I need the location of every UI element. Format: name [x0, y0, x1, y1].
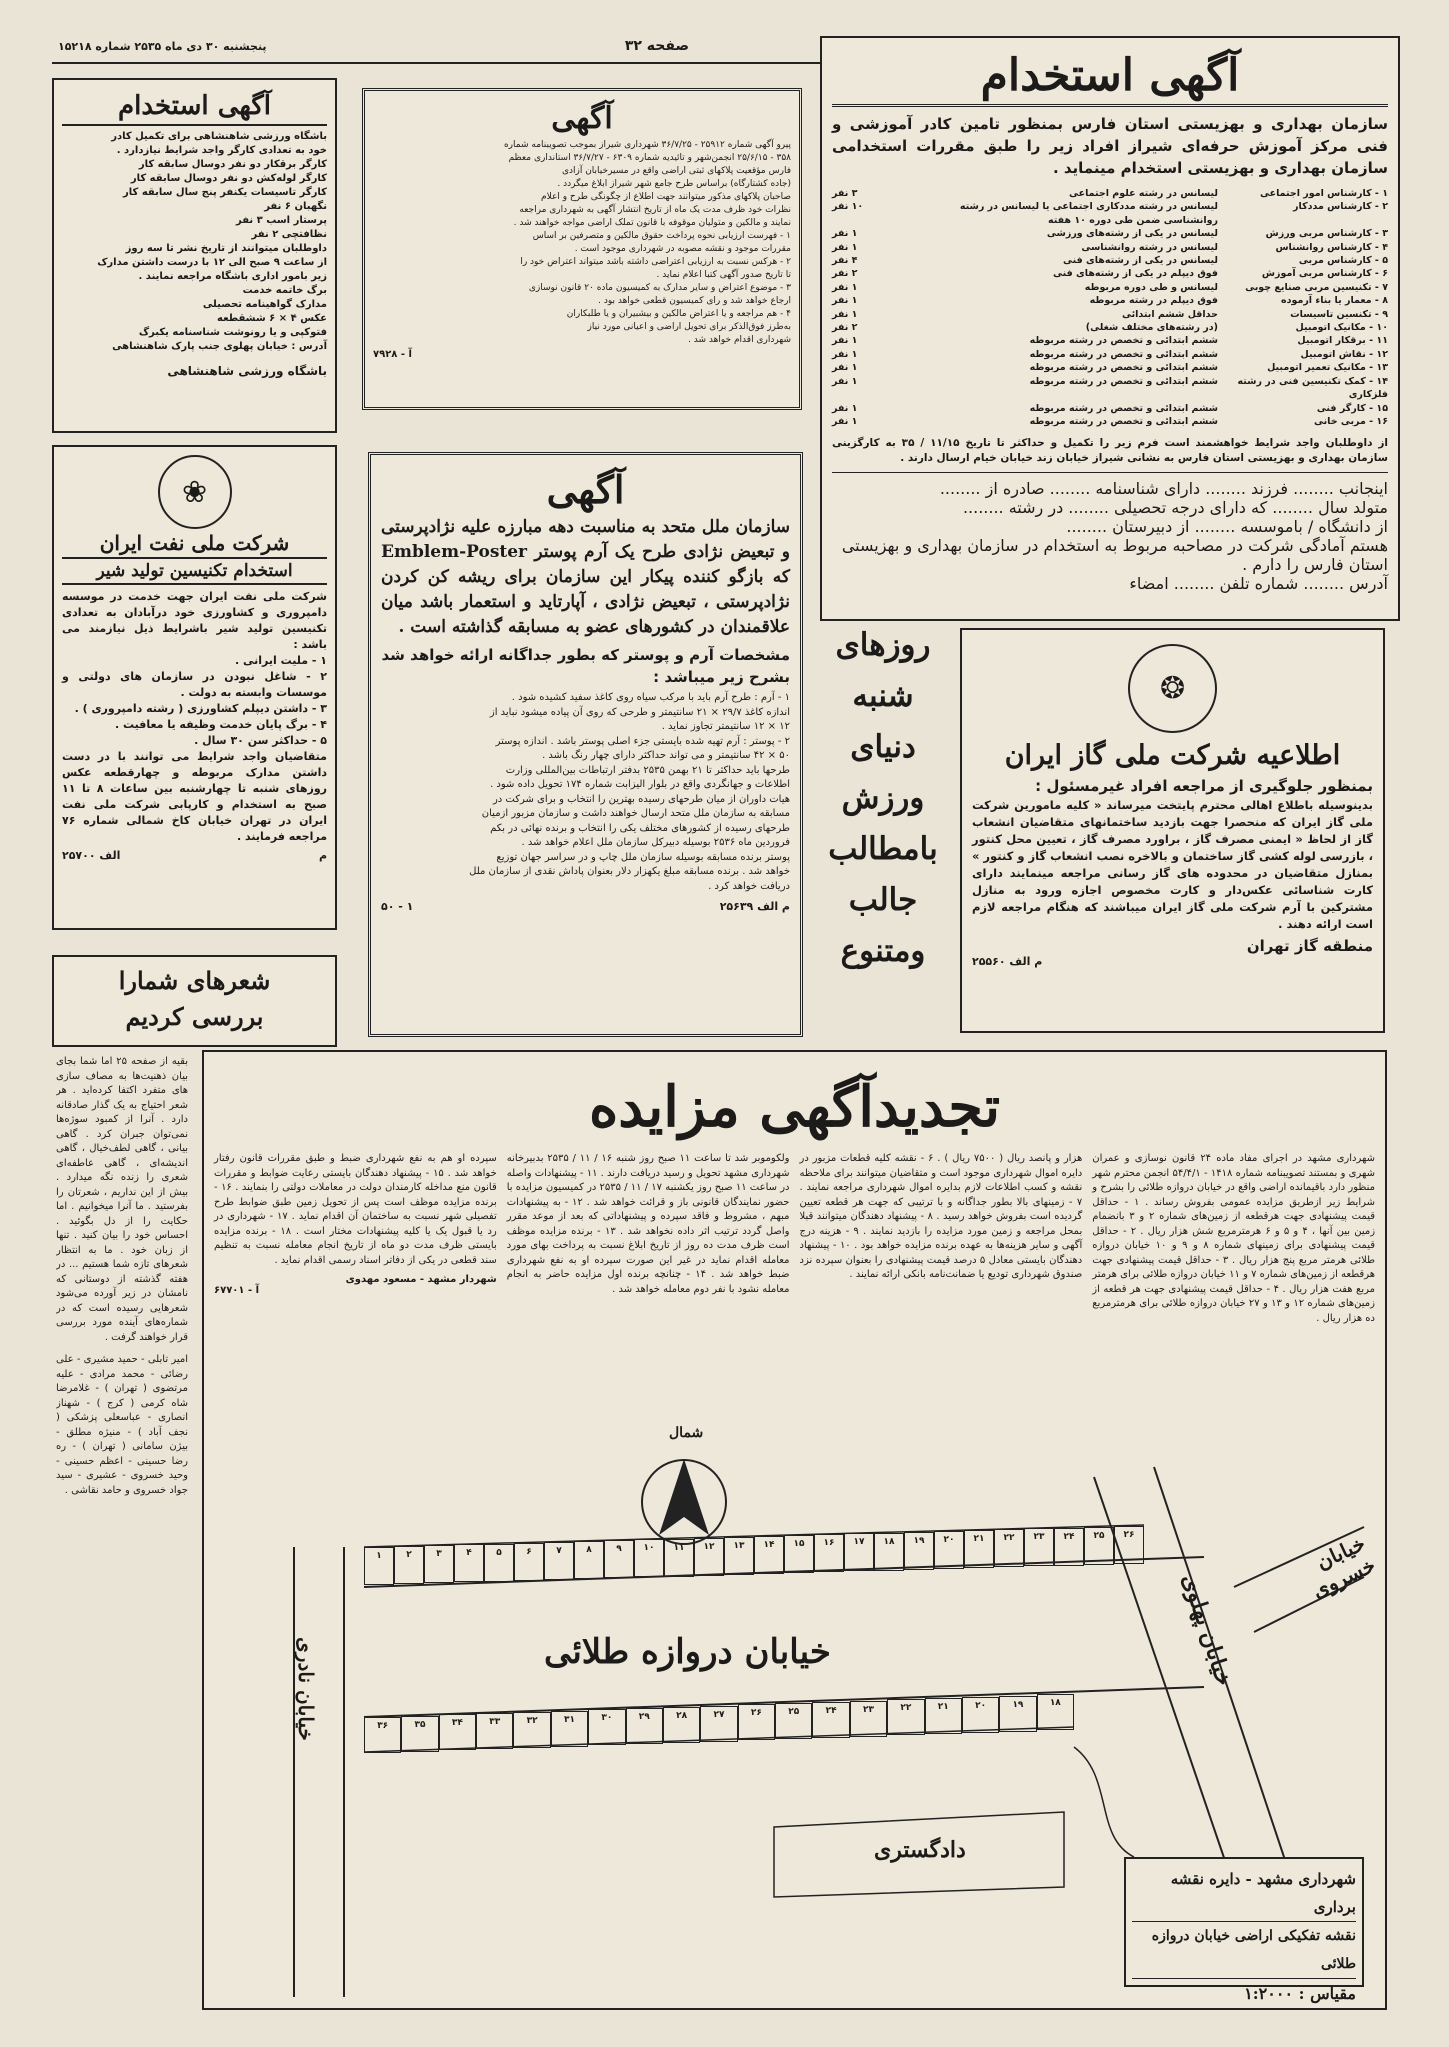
map-top-plot: ۱۶: [814, 1534, 844, 1572]
oil-company-logo-icon: ❀: [158, 455, 232, 529]
shiraz-notice-line: به‌طرز فوق‌الذکر برای تحویل اراضی و اعیانی مورد نیاز: [587, 322, 791, 332]
map-top-plot: ۱۱: [664, 1539, 694, 1577]
fars-job-title: ۱۴ - کمک تکنیسین فنی در رشته فلزکاری: [1237, 375, 1388, 401]
map-bottom-plot: ۳۵: [401, 1716, 438, 1752]
fars-job-count: ۱ نفر: [832, 308, 858, 320]
fars-form-line: از دانشگاه / باموسسه ........ از دبیرستان ........: [1066, 517, 1388, 537]
sport-ad-line: برگ خاتمه خدمت: [242, 285, 327, 296]
fars-job-row: [832, 267, 1388, 280]
shiraz-notice-line: ۲ - هرکس نسبت به ارزیابی اعتراضی داشته باشد میتواند اعتراض خود را: [520, 257, 791, 267]
gas-notice-ref: م الف ۲۵۵۶۰: [972, 955, 1043, 968]
map-legend: [1124, 1857, 1364, 2003]
map-dadgostari: دادگستری: [874, 1837, 966, 1863]
map-top-plot: ۲۳: [1024, 1528, 1054, 1566]
sport-ad-line: از ساعت ۹ صبح الی ۱۲ با درست داشتن مدارک: [97, 257, 327, 268]
shiraz-notice: [362, 88, 802, 410]
fars-job-requirement: ششم ابتدائی و تخصص در رشته مربوطه: [1029, 362, 1218, 374]
map-top-plot: ۱۳: [724, 1537, 754, 1575]
map-top-plot: ۱۰: [634, 1539, 664, 1577]
map-top-plot: ۱۵: [784, 1535, 814, 1573]
fars-job-title: ۴ - کارشناس روانشناس: [1275, 241, 1388, 253]
emblem-ad-title: آگهی: [546, 467, 625, 512]
sport-promo-line: جالب: [848, 882, 918, 918]
shiraz-notice-line: ارجاع خواهد شد و رای کمیسیون قطعی خواهد بود .: [598, 296, 791, 306]
shiraz-notice-line: ۳ - موضوع اعتراض و سایر مدارک به کمیسیون ماده ۲۰ قانون نوسازی: [528, 283, 791, 293]
sport-ad-line: خود به تعدادی کارگر واجد شرایط نیازدارد .: [116, 145, 327, 156]
fars-job-requirement: ششم ابتدائی و تخصص در رشته مربوطه: [1029, 348, 1218, 360]
shiraz-notice-line: ۳۵۸ - ۲۵/۶/۱۵ انجمن‌شهر و تائیدیه شماره ۶۳۰۹ - ۳۶/۷/۲۷ استانداری معظم: [508, 153, 791, 163]
oil-company-name: شرکت ملی نفت ایران: [99, 531, 290, 555]
fars-job-title: ۱۰ - مکانیک اتومبیل: [1295, 322, 1388, 334]
un-emblem-poster-ad: [368, 452, 803, 1037]
poems-column: [56, 1055, 188, 2010]
shiraz-notice-line: شهرداری اقدام خواهد شد .: [688, 335, 791, 345]
auction-map: [214, 1417, 1379, 2003]
fars-job-title: ۲ - کارشناس مددکار: [1293, 201, 1388, 213]
emblem-ad-ref-right: م الف ۲۵۶۳۹: [719, 900, 790, 913]
fars-job-requirement: ششم ابتدائی و تخصص در رشته مربوطه: [1029, 375, 1218, 387]
fars-job-title: ۱۱ - برقکار اتومبیل: [1297, 335, 1388, 347]
fars-job-row: [832, 402, 1388, 415]
fars-job-requirement: (در رشته‌های مختلف شغلی): [1085, 322, 1218, 334]
fars-job-count: ۱ نفر: [832, 362, 858, 374]
map-top-plot: ۱۹: [904, 1532, 934, 1570]
map-legend-1: شهرداری مشهد - دایره نقشه برداری: [1132, 1865, 1356, 1922]
map-top-plot: ۳: [424, 1545, 454, 1583]
fars-job-requirement: ششم ابتدائی و تخصص در رشته مربوطه: [1029, 415, 1218, 427]
auction-sign: شهردار مشهد - مسعود مهدوی: [345, 1274, 497, 1285]
sport-ad-sign: باشگاه ورزشی شاهنشاهی: [167, 364, 327, 378]
gas-notice-sign: منطقه گاز تهران: [1246, 937, 1373, 955]
emblem-ad-line: هیات داوران از میان طرحهای رسیده بهترین را انتخاب و برای شرکت در: [492, 793, 790, 805]
fars-job-count: ۱ نفر: [832, 402, 858, 414]
oil-ad-line: متقاضیان واجد شرایط می توانند با در دست داشتن مدارک مربوطه و چهارقطعه عکس روزهای شنبه تا چهارشنبه بین ساعات ۸ تا ۱۱ صبح به استخدام و کارپابی شرکت ملی نفت ایران در تهران خیابان کاخ شمالی شماره ۷۶ مراجعه فرمایند .: [62, 750, 328, 843]
fars-job-requirement: فوق دیپلم در یکی از رشته‌های فنی: [1053, 268, 1218, 280]
fars-job-title: ۹ - تکنسین تاسیسات: [1290, 308, 1388, 320]
fars-job-count: [832, 214, 882, 227]
sport-club-ad: [52, 78, 337, 433]
fars-job-row: [832, 241, 1388, 254]
fars-form-line: متولد سال ........ که دارای درجه تحصیلی ........ در رشته ........: [962, 498, 1388, 518]
fars-job-count: ۱ نفر: [832, 348, 858, 360]
oil-ad-ref: الف ۲۵۷۰۰: [62, 849, 121, 862]
fars-job-title: ۱ - کارشناس امور اجتماعی: [1259, 188, 1388, 199]
shiraz-notice-line: تا تاریخ صدور آگهی کتبا اعلام نماید .: [656, 270, 791, 280]
sport-ad-line: عکس ۴ × ۶ ششقطعه: [217, 313, 327, 324]
map-bottom-plot: ۳۴: [439, 1714, 476, 1750]
fars-job-count: ۱۰ نفر: [832, 201, 864, 213]
emblem-ad-line: ۱۲ × ۱۲ سانتیمتر تجاوز نماید .: [661, 721, 790, 732]
map-top-plot: ۲۴: [1054, 1528, 1084, 1566]
map-bottom-plot: ۲۳: [850, 1701, 887, 1737]
shiraz-notice-line: مقررات موجود و نقشه مصوبه در شهرداری موجود است .: [574, 244, 791, 254]
fars-job-row: [832, 294, 1388, 307]
emblem-ad-line: دریافت خواهد کرد .: [708, 880, 790, 892]
sport-ad-line: نگهبان ۶ نفر: [264, 201, 327, 212]
oil-ad-title: استخدام تکنیسین تولید شیر: [62, 557, 327, 585]
shiraz-notice-title: آگهی: [551, 101, 613, 136]
sport-promo-line: بامطالب: [828, 831, 938, 867]
fars-job-list: [832, 187, 1388, 428]
gas-notice-title: اطلاعیه شرکت ملی گاز ایران: [1004, 740, 1341, 771]
fars-job-row: [832, 308, 1388, 321]
map-bottom-plot: ۳۲: [513, 1712, 550, 1748]
shiraz-notice-line: فارس مؤقعیت پلاکهای ثبتی اراضی واقع در مسیرخیابان آزادی: [561, 166, 791, 176]
oil-ad-line: ۴ - برگ پایان خدمت وظیفه یا معافیت .: [114, 718, 327, 731]
fars-form-rule: [832, 472, 1388, 473]
map-bottom-plot: ۳۳: [476, 1713, 513, 1749]
sport-promo-text: [818, 620, 948, 977]
auction-col-1: شهرداری مشهد در اجرای مفاد ماده ۲۴ قانون نوسازی و عمران شهری و بمستند تصویبنامه شماره ۱۴۱۸ - ۵۴/۴/۱ انجمن محترم شهر منظور دارد باقیمانده اراضی واقع در خیابان دروازه طلائی را بشرح و شرایط زیر ازطریق مزایده عمومی بفروش رساند . ۱ - حداقل قیمت پیشنهادی جهت هرقطعه از زمین‌های شماره ۲ و ۳ بانضمام زمین بین آنها ، ۴ و ۵ و ۶ هرمترمربع شش هزار ریال . ۲ - حداقل قیمت پیشنهادی برای زمینهای شماره ۸ و ۹ و ۱۰ خیابان دروازه طلائی هرمتر مربع پنج هزار ریال . ۳ - حداقل قیمت پیشنهادی جهت هرقطعه از زمین‌های شماره ۷ و ۱۱ خیابان دروازه طلائی برای هرمتر مربع هفت هزار ریال . ۴ - حداقل قیمت پیشنهادی جهت هر قطعه از زمین‌های شماره ۱۲ و ۱۳ و ۲۷ خیابان دروازه طلائی برای هرمترمربع ده هزار ریال .: [1092, 1153, 1376, 1324]
poems-body: بقیه از صفحه ۲۵ اما شما بجای بیان ذهنیت‌ها به مصاف سازی های متفرد اکتفا کرده‌اید . هر شعر احتیاج به یک گذار صادقانه دارد . آنرا از کمبود سوژه‌ها نمی‌توان جبران کرد . گاهی بیانی ، گاهی لطف‌خیال ، گاهی اندیشه‌ای ، گاهی عاطفه‌ای شعری را زنده نگه میدارد . بیش از این نداریم ، شعرتان را بفرستید . ما آنرا میخوانیم . اما حکایت را از دل بگوئید . احساس خود را بیان کنید . تنها از زبان خود . ما به انتظار شعرهای تازه شما هستیم ... در هفته گذشته از دوستانی که نامشان در زیر آورده می‌شود شعرهایی رسیده است که در شماره‌های آینده مورد بررسی قرار خواهند گرفت .: [56, 1056, 188, 1343]
gas-company-logo-icon: ❂: [1128, 644, 1217, 733]
fars-job-title: ۱۳ - مکانیک تعمیر اتومبیل: [1267, 362, 1388, 374]
map-top-plot: ۲۲: [994, 1529, 1024, 1567]
fars-job-row: [832, 227, 1388, 240]
emblem-ad-line: طرحهای رسیده از کشورهای مختلف یکی را انتخاب و برنده نهائی در بکم: [490, 822, 790, 834]
map-street-naderi: خیابان نادری: [293, 1637, 318, 1741]
shiraz-notice-line: صاحبان پلاکهای مذکور میتوانند جهت اطلاع از چگونگی طرح و اعلام: [541, 192, 791, 202]
map-top-plot: ۷: [544, 1542, 574, 1580]
fars-form-line: اینجانب ........ فرزند ........ دارای شناسنامه ........ صادره از ........: [939, 479, 1388, 499]
oil-ad-line: ۳ - داشتن دیپلم کشاورزی ( رشته دامپروری ) .: [74, 702, 327, 715]
emblem-ad-line: فروردین ماه ۲۵۳۶ بوسیله دبیرکل سازمان ملل اعلام خواهد شد .: [521, 837, 790, 848]
map-top-plot: ۲۵: [1084, 1527, 1114, 1565]
auction-title: تجدیدآگهی مزایده: [588, 1074, 1001, 1140]
emblem-ad-line: اطلاعات و جهانگردی واقع در بلوار الیزابت شماره ۱۷۴ تحویل داده شود .: [490, 779, 790, 790]
map-top-plot: ۲: [394, 1546, 424, 1584]
emblem-ad-line: خواهد شد . برنده مسابقه مبلغ یکهزار دلار بعنوان پاداش نقدی از سازمان ملل: [469, 866, 790, 877]
auction-col-3: ولکوموبر شد تا ساعت ۱۱ صبح روز شنبه ۱۶ / ۱۱ / ۲۵۳۵ بدبیرخانه شهرداری مشهد تحویل و رسید دریافت دارند . ۱۱ - پیشنهادات واصله در ساعت ۱۱ صبح روز یکشنبه ۱۷ / ۱۱ / ۲۵۳۵ در کمیسیون مزایده با حضور نمایندگان قانونی باز و قرائت خواهد شد . ۱۲ - به پیشنهادات مبهم ، مشروط و فاقد سپرده و پیشنهاداتی که بعد از موعد مقرر واصل گردد ترتیب اثر داده نخواهد شد . ۱۳ - برنده مزایده موظف است ظرف مدت ده روز از تاریخ ابلاغ نسبت به پرداخت بهای مورد معامله اقدام نماید در غیر این صورت سپرده او به نفع شهرداری ضبط خواهد شد . ۱۴ - چنانچه برنده اول مزایده حاضر به انجام معامله نشود با نفر دوم معامله خواهد شد .: [506, 1153, 790, 1295]
fars-job-row: [832, 375, 1388, 402]
shiraz-notice-line: پیرو آگهی شماره ۲۵۹۱۲ - ۳۶/۷/۲۵ شهرداری شیراز بموجب تصویبنامه شماره: [503, 140, 791, 150]
emblem-ad-line: ۱ - آرم : طرح آرم باید با مرکب سیاه روی کاغذ سفید کشیده شود .: [511, 692, 790, 703]
map-bottom-plot: ۲۶: [738, 1704, 775, 1740]
fars-job-count: ۳ نفر: [832, 188, 858, 199]
sport-promo: [818, 620, 948, 1030]
shiraz-notice-line: ۱ - فهرست ارزیابی نحوه پرداخت حقوق مالکین و متصرفین بر اساس: [532, 231, 791, 241]
fars-job-row: [832, 200, 1388, 213]
fars-job-count: ۱ نفر: [832, 415, 858, 427]
shiraz-notice-line: نظرات خود ظرف مدت یک ماه از تاریخ انتشار آگهی به شهرداری مراجعه: [519, 205, 791, 215]
auction-notice: [202, 1050, 1387, 2010]
fars-job-title: ۳ - کارشناس مربی ورزش: [1265, 228, 1388, 240]
map-top-plot: ۱۸: [874, 1533, 904, 1571]
map-top-plot: ۲۶: [1114, 1526, 1144, 1564]
map-top-plot: ۴: [454, 1544, 484, 1582]
map-legend-2: نقشه تفکیکی اراضی خیابان دروازه طلائی: [1132, 1922, 1356, 1979]
fars-employment-ad: [820, 36, 1400, 621]
poems-heading-box: [52, 955, 337, 1047]
emblem-ad-intro: سازمان ملل متحد به مناسبت دهه مبارزه علیه نژادپرستی و تبعیض نژادی طرح یک آرم پوستر Emblem-Poster که بازگو کننده پیکار این سازمان برای ریشه کن کردن نژادپرستی ، تبعیض نژادی ، آپارتاید و استعمار باشد میان علاقمندان در کشورهای عضو به مسابقه گذاشته است .: [381, 517, 790, 637]
map-bottom-plot: ۲۵: [775, 1703, 812, 1739]
fars-ad-footer: از داوطلبان واجد شرایط خواهشمند است فرم زیر را تکمیل و حداکثر تا تاریخ ۱۱/۱۵ / ۳۵ به کارگزینی سازمان بهداری و بهزیستی استان فارس به نشانی شیراز خیابان زند خیابان خیام ارسال دارند .: [832, 437, 1388, 465]
fars-job-row: [832, 334, 1388, 347]
emblem-ad-sub: مشخصات آرم و پوستر که بطور جداگانه ارائه خواهد شد بشرح زیر میباشد :: [381, 646, 790, 686]
poems-title-2: بررسی کردیم: [125, 1002, 264, 1031]
fars-job-requirement: لیسانس در رشته روانشناسی: [1081, 241, 1218, 253]
map-bottom-plot: ۲۲: [887, 1699, 924, 1735]
fars-job-requirement: لیسانس در رشته علوم اجتماعی: [1068, 188, 1218, 199]
fars-application-form: [832, 479, 1388, 593]
map-bottom-plot: ۱۸: [1037, 1694, 1074, 1730]
map-bottom-plot: ۳۶: [364, 1717, 401, 1753]
shiraz-notice-body: [373, 139, 791, 347]
map-bottom-plot: ۲۹: [626, 1708, 663, 1744]
map-top-plot: ۹: [604, 1540, 634, 1578]
map-top-plot: ۲۱: [964, 1530, 994, 1568]
sport-promo-line: ورزش: [841, 780, 925, 816]
fars-job-requirement: ششم ابتدائی و تخصص در رشته مربوطه: [1029, 335, 1218, 347]
sport-ad-line: کارگر برقکار دو نفر دوسال سابقه کار: [138, 159, 327, 170]
map-bottom-plot: ۲۱: [925, 1698, 962, 1734]
map-bottom-plot: ۳۱: [551, 1711, 588, 1747]
sport-ad-line: فتوکپی و یا رونوشت شناسنامه یکبرگ: [138, 327, 327, 338]
map-top-plot: ۱۴: [754, 1536, 784, 1574]
map-top-plot: ۸: [574, 1541, 604, 1579]
map-top-plot: ۱: [364, 1547, 394, 1585]
oil-ad-line: ۲ - شاغل نبودن در سازمان های دولتی و موسسات وابسته به دولت .: [62, 670, 327, 699]
sport-promo-line: شنبه: [852, 678, 914, 714]
sport-ad-line: زیر بامور اداری باشگاه مراجعه نمایند .: [138, 271, 327, 282]
map-top-plot: ۶: [514, 1543, 544, 1581]
map-top-plot: ۵: [484, 1544, 514, 1582]
auction-text-columns: [214, 1152, 1375, 1326]
fars-job-count: ۱ نفر: [832, 228, 858, 240]
emblem-ad-line: اندازه کاغذ ۲۹/۷ × ۲۱ سانتیمتر و طرحی که روی آن پیاده میشود نباید از: [489, 706, 790, 718]
map-top-plot: ۲۰: [934, 1531, 964, 1569]
fars-job-count: ۴ نفر: [832, 255, 858, 267]
fars-job-requirement: لیسانس در یکی از رشته‌های فنی: [1062, 255, 1218, 267]
shiraz-notice-line: (جاده کشتارگاه) براساس طرح جامع شهر شیراز ابلاغ میگردد .: [557, 179, 791, 189]
fars-job-requirement: فوق دیپلم در رشته مربوطه: [1089, 295, 1218, 307]
fars-job-row: [832, 321, 1388, 334]
fars-job-title: [1218, 214, 1388, 227]
fars-job-count: ۱ نفر: [832, 335, 858, 347]
fars-job-row: [832, 214, 1388, 227]
fars-job-count: ۱ نفر: [832, 241, 858, 253]
sport-ad-title: آگهی استخدام: [62, 88, 327, 126]
fars-job-row: [832, 187, 1388, 200]
fars-job-row: [832, 361, 1388, 374]
poems-names: امیر تابلی - حمید مشیری - علی رضائی - محمد مرادی - علیه مرتضوی ( تهران ) - غلامرضا شاه کرمی ( کرج ) - شهناز انصاری - عباسعلی پزشکی ( نجف آباد ) - منیژه مطلق - بیژن سامانی ( تهران ) - ره رضا حسینی - اعظم حسینی - وحید خسروی - عشیری - سید جواد خسروی و حامد نقاشی .: [56, 1354, 188, 1496]
fars-job-row: [832, 281, 1388, 294]
fars-job-count: ۱ نفر: [832, 375, 858, 387]
shiraz-notice-ref: آ - ۷۹۲۸: [373, 349, 412, 360]
fars-job-title: ۱۵ - کارگر فنی: [1316, 402, 1388, 414]
fars-job-requirement: لیسانس و طی دوره مربوطه: [1084, 281, 1218, 293]
shiraz-notice-line: نمایند و مالکین و متولیان موقوفه با قانون تملک اراضی مواجه خواهند شد .: [513, 218, 791, 228]
map-top-plot: ۱۲: [694, 1538, 724, 1576]
fars-ad-intro: سازمان بهداری و بهزیستی استان فارس بمنظور تامین کادر آموزشی و فنی مرکز آموزش حرفه‌ای شیراز افراد زیر را طبق مقررات استخدامی سازمان بهداری و بهزیستی استخدام مینماید .: [832, 115, 1388, 177]
gas-notice-body: بدینوسیله باطلاع اهالی محترم پایتخت میرساند « کلیه مامورین شرکت ملی گاز ایران که منحصرا جهت بازدید ساختمانهای متقاضیان انشعاب گاز از لحاظ « ایمنی مصرف گاز ، براورد مصرف گاز ، تعیین محل کنتور ، بازرسی لوله کشی گاز ساختمان و بالاخره نصب انشعاب گاز و کنتور » بمنازل متقاضیان در محدوده های گاز رسانی مراجعه مینمایند دارای کارت شناسائی عکس‌دار و کارت مخصوص اجازه ورود به منازل مشترکین با آرم شرکت ملی گاز ایران میباشند که هنگام مراجعه لازم است ارائه دهند .: [971, 798, 1373, 931]
fars-job-count: ۲ نفر: [832, 268, 858, 280]
oil-ad-line: ۵ - حداکثر سن ۳۰ سال .: [194, 734, 327, 747]
map-bottom-plot: ۲۰: [962, 1697, 999, 1733]
map-street-pahlavi: خیابان پهلوی: [1176, 1570, 1238, 1690]
oil-company-ad: [52, 445, 337, 930]
map-bottom-plot: ۲۴: [812, 1702, 849, 1738]
auction-col-2: هزار و پانصد ریال ( ۷۵۰۰ ریال ) . ۶ - نقشه کلیه قطعات مزبور در دایره اموال شهرداری موجود است و متقاضیان میتوانند برای ملاحظه نقشه و کسب اطلاعات لازم بدایره اموال شهرداری مراجعه نمایند . ۷ - زمینهای بالا بطور جداگانه و با ترتیبی که جهت هر قطعه تعیین گردیده است بفروش خواهد رسید . ۸ - پیشنهاد دهندگان میتوانند قبلا بمحل مراجعه و زمین مورد مزایده را بازدید نمایند . ۹ - هزینه درج آگهی و سایر هزینه‌ها به عهده برنده مزایده خواهد بود . ۱۰ - پیشنهاد دهندگان بایستی معادل ۵ درصد قیمت پیشنهادی را بعنوان سپرده نزد صندوق شهرداری تودیع یا ضمانت‌نامه بانکی ارائه نمایند .: [799, 1153, 1083, 1280]
sport-ad-line: مدارک گواهینامه تحصیلی: [202, 299, 327, 310]
fars-job-title: ۸ - معمار یا بناء آرموده: [1281, 295, 1388, 307]
sport-promo-line: دنیای: [850, 729, 916, 765]
emblem-ad-body: [381, 691, 790, 894]
map-street-main: خیابان دروازه طلائی: [544, 1632, 831, 1672]
auction-ref: آ - ۶۷۷۰۱: [214, 1285, 260, 1296]
map-north-label: شمال: [669, 1425, 704, 1441]
fars-job-count: ۱ نفر: [832, 295, 858, 307]
oil-ad-line: ۱ - ملیت ایرانی .: [235, 654, 327, 667]
emblem-ad-line: طرحها باید حداکثر تا ۲۱ بهمن ۲۵۳۵ بدفتر ارتباطات بین‌المللی وزارت: [505, 764, 790, 776]
sport-ad-line: آدرس : خیابان پهلوی جنب پارک شاهنشاهی: [112, 341, 327, 352]
sport-ad-line: کارگر لوله‌کش دو نفر دوسال سابقه کار: [130, 173, 327, 184]
fars-job-count: ۱ نفر: [832, 281, 858, 293]
map-bottom-plot: ۲۸: [663, 1707, 700, 1743]
map-legend-3: مقیاس : ۱:۲۰۰۰: [1244, 1984, 1356, 2003]
fars-job-requirement: حداقل ششم ابتدائی: [1122, 308, 1218, 320]
oil-ad-ref-letter: م: [318, 849, 327, 862]
issue-date: پنجشنبه ۳۰ دی ماه ۲۵۳۵ شماره ۱۵۲۱۸: [58, 40, 267, 53]
gas-notice-sub: بمنظور جلوگیری از مراجعه افراد غیرمسئول :: [1035, 777, 1373, 795]
sport-ad-line: نظافتچی ۲ نفر: [251, 229, 327, 240]
oil-ad-intro: شرکت ملی نفت ایران جهت خدمت در موسسه دامپروری و کشاورزی خود درآبادان به تعدادی تکنیسین تولید شیر باشرایط ذیل نیازمند می باشد :: [62, 590, 327, 651]
north-arrow-icon: [659, 1459, 709, 1535]
sport-promo-line: روزهای: [835, 627, 931, 663]
map-bottom-plot: ۲۷: [700, 1706, 737, 1742]
emblem-ad-line: مسابقه به سازمان ملل متحد ارسال خواهند داشت و سازمان مزبور ازمیان: [481, 808, 790, 819]
fars-job-title: ۵ - کارشناس مربی: [1298, 255, 1388, 267]
gas-company-notice: [960, 628, 1385, 1033]
map-bottom-plot: ۱۹: [999, 1696, 1036, 1732]
map-street-khosravi: خیابان خسروی: [1308, 1531, 1379, 1603]
fars-form-line: آدرس ........ شماره تلفن ........ امضاء: [1129, 574, 1388, 594]
oil-ad-body: [62, 653, 327, 845]
fars-ad-title: آگهی استخدام: [832, 48, 1388, 107]
sport-ad-body: [62, 130, 327, 354]
emblem-ad-line: ۲ - پوستر : آرم تهیه شده بایستی جزء اصلی پوستر باشد . اندازه پوستر: [495, 735, 790, 747]
fars-job-title: ۱۲ - نقاش اتومبیل: [1300, 348, 1388, 360]
sport-promo-line: ومتنوع: [840, 933, 926, 969]
fars-job-requirement: لیسانس در رشته مددکاری اجتماعی یا لیسانس در رشته: [959, 201, 1218, 213]
fars-job-requirement: لیسانس در یکی از رشته‌های ورزشی: [1046, 228, 1218, 240]
auction-col-4: سپرده او هم به نفع شهرداری ضبط و طبق مقررات قانون رفتار خواهد شد . ۱۵ - پیشنهاد دهندگان بایستی رعایت ضوابط و مقررات قانون منع مداخله کارمندان دولت در معاملات دولتی را بنمایند . ۱۶ - برنده مزایده موظف است پس از تحویل زمین طبق ضوابط طرح تفصیلی شهر نسبت به ساختمان آن اقدام نماید . ۱۷ - شهرداری در رد یا قبول یک یا کلیه پیشنهادات مختار است . ۱۸ - برنده مزایده بایستی ظرف مدت دو ماه از تاریخ انجام معامله نسبت به تنظیم سند قطعی در یکی از دفاتر اسناد رسمی اقدام نماید .: [214, 1153, 497, 1266]
fars-job-title: ۶ - کارشناس مربی آموزش: [1261, 268, 1388, 280]
fars-job-row: [832, 348, 1388, 361]
fars-job-count: ۲ نفر: [832, 322, 858, 334]
auction-col-4-wrap: [214, 1152, 497, 1326]
shiraz-notice-line: ۴ - هم مراجعه و یا اعتراض مالکین و بیشبیران و یا طلبکاران: [566, 309, 791, 319]
sport-ad-line: باشگاه ورزشی شاهنشاهی برای تکمیل کادر: [111, 131, 327, 142]
map-bottom-plot: ۳۰: [588, 1709, 625, 1745]
map-top-plot: ۱۷: [844, 1533, 874, 1571]
fars-job-row: [832, 415, 1388, 428]
poems-title-1: شعرهای شمارا: [118, 966, 271, 995]
fars-form-line: هستم آمادگی شرکت در مصاحبه مربوط به استخدام در سازمان بهداری و بهزیستی استان فارس را دارم .: [841, 536, 1388, 575]
emblem-ad-line: ۵۰ × ۴۲ سانتیمتر و می تواند حداکثر دارای چهار رنگ باشد .: [542, 750, 790, 761]
fars-job-row: [832, 254, 1388, 267]
fars-job-title: ۱۶ - مربی خانی: [1313, 415, 1388, 427]
fars-job-title: ۷ - تکنیسین مربی صنایع چوبی: [1245, 281, 1388, 293]
sport-ad-line: کارگر تاسیسات یکنفر پنج سال سابقه کار: [123, 187, 327, 198]
sport-ad-line: پرستار اسب ۳ نفر: [236, 215, 327, 226]
emblem-ad-line: پوستر برنده مسابقه بوسیله سازمان ملل چاپ و در سراسر جهان توزیع: [496, 851, 790, 863]
emblem-ad-ref-left: ۱ - ۵۰: [381, 900, 414, 913]
sport-ad-line: داوطلبان میتوانند از تاریخ نشر تا سه روز: [125, 243, 327, 254]
fars-job-requirement: روانشناسی ضمن طی دوره ۱۰ هفته: [1048, 214, 1218, 226]
page-number: صفحه ۳۲: [624, 38, 689, 54]
fars-job-requirement: ششم ابتدائی و تخصص در رشته مربوطه: [1029, 402, 1218, 414]
